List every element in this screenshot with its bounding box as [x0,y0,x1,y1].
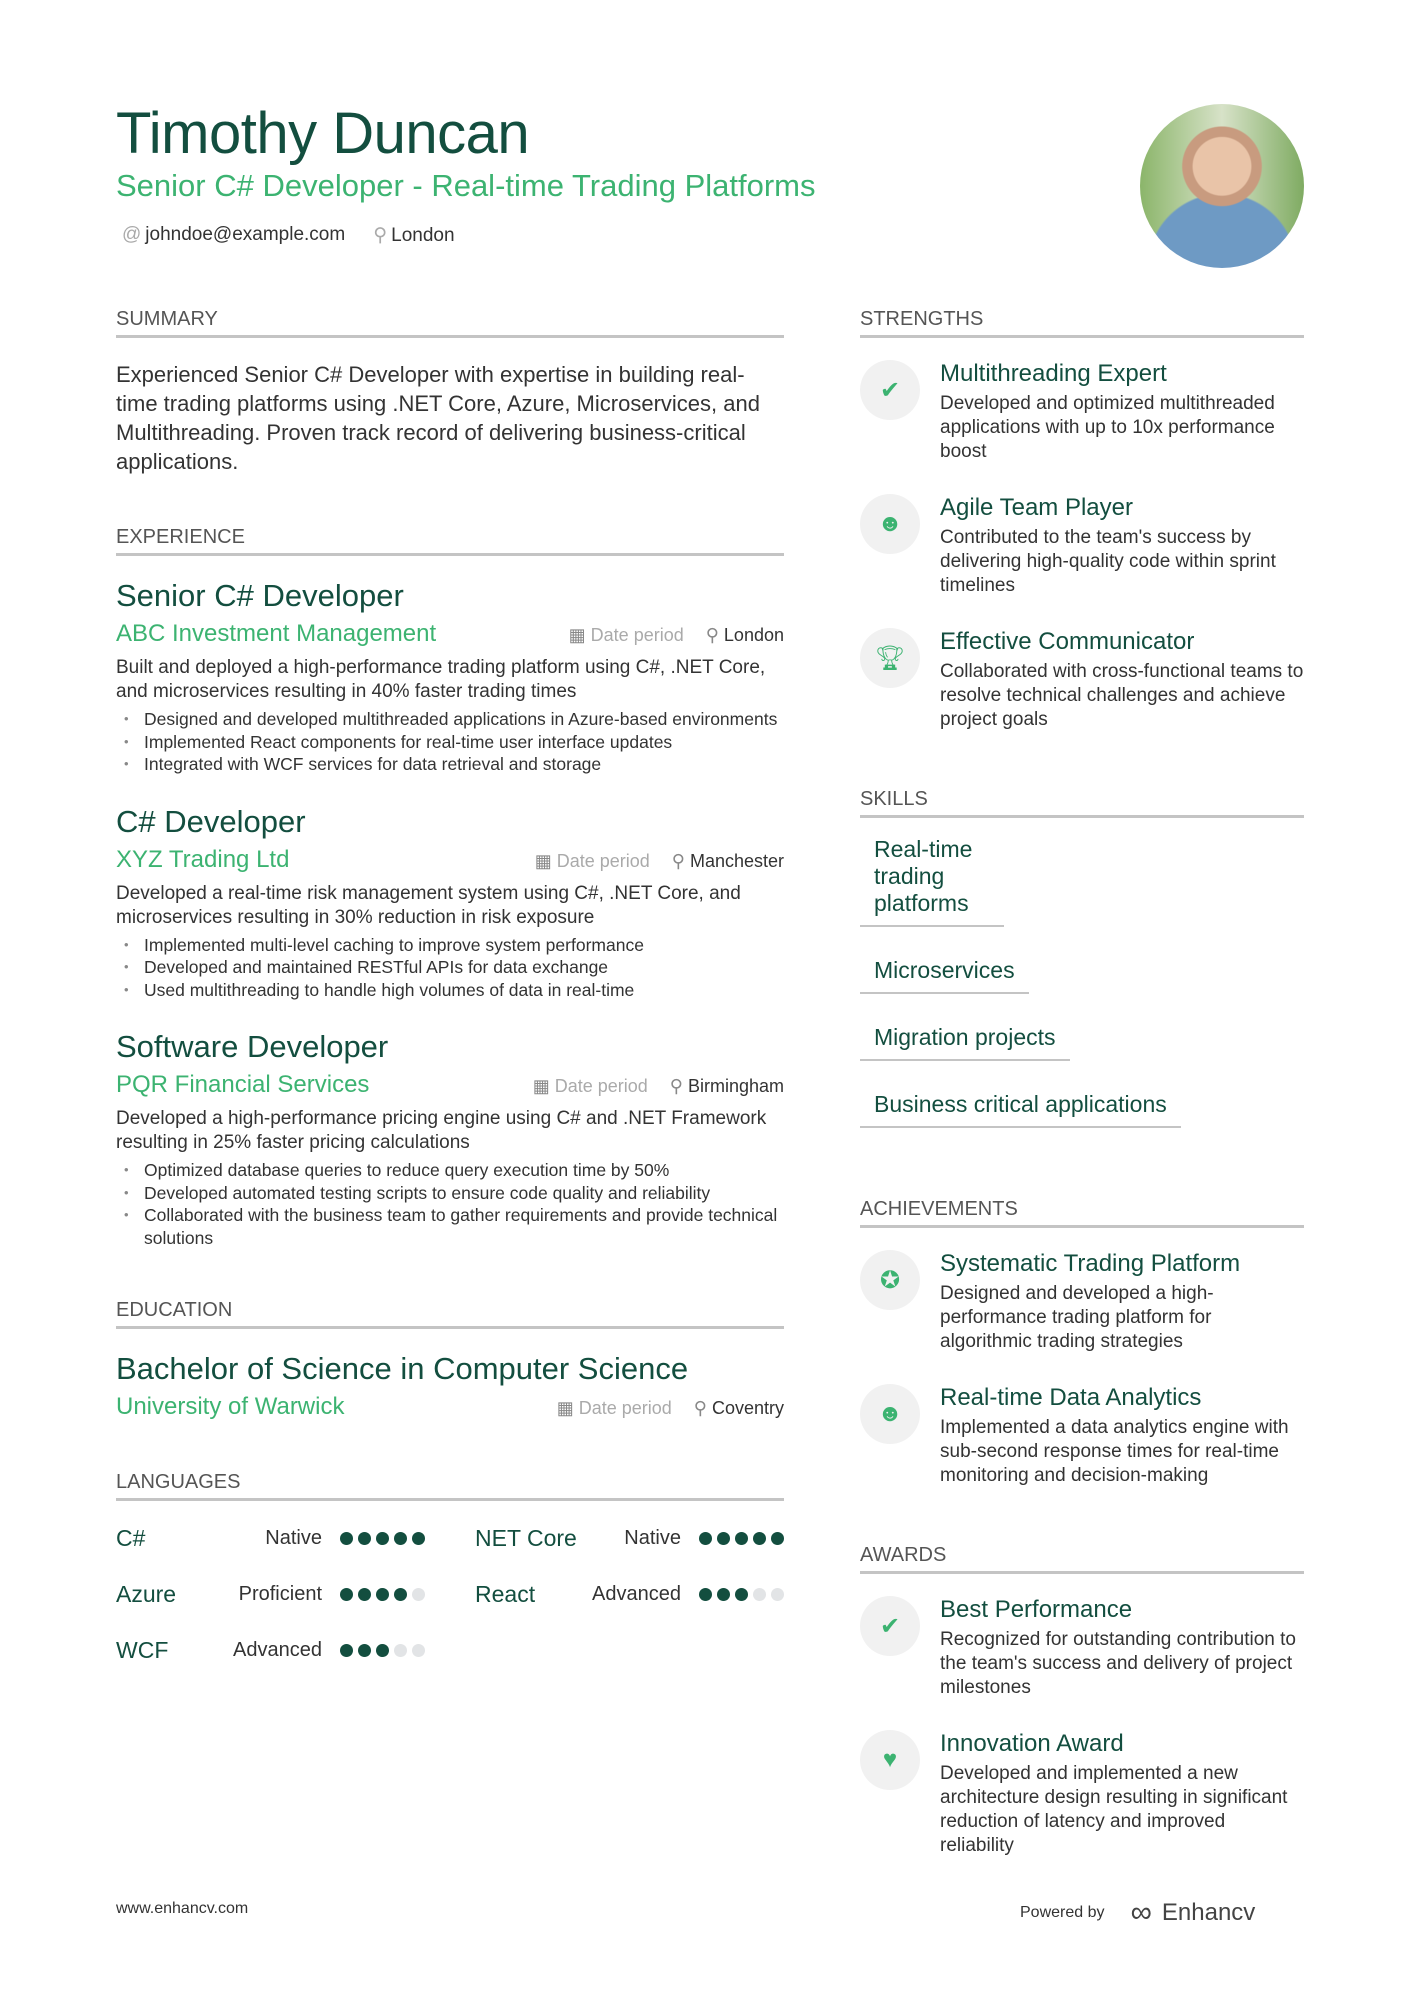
language-level: Native [624,1526,681,1549]
job-bullet: • Optimized database queries to reduce query execution time by 50% [116,1159,784,1182]
left-column [116,308,784,1665]
right-column [860,308,1304,1888]
at-icon: @ [122,224,142,245]
strengths-item [860,628,1304,732]
strengths-item [860,494,1304,598]
language-level: Advanced [233,1638,322,1661]
rating-dot [340,1532,353,1545]
language-level: Advanced [592,1582,681,1605]
job-title: Senior C# Developer [116,578,404,613]
location-pin-icon: ⚲ [693,1398,707,1418]
section-heading-languages: LANGUAGES [116,1471,784,1501]
contact-info [122,224,455,247]
rating-dot [771,1588,784,1601]
item-title: Systematic Trading Platform [940,1250,1241,1277]
job-bullet: • Integrated with WCF services for data retrieval and storage [116,753,784,776]
education-entry [116,1351,784,1421]
language-rating [340,1532,425,1545]
calendar-icon: ▦ [556,1398,574,1418]
achievements-item [860,1384,1304,1488]
rating-dot [358,1588,371,1601]
location-pin-icon: ⚲ [373,225,388,246]
experience-entry [116,804,784,1002]
section-heading-education: EDUCATION [116,1299,784,1329]
rating-dot [753,1532,766,1545]
job-bullet: • Implemented multi-level caching to improve system performance [116,934,784,957]
rating-dot [394,1588,407,1601]
email[interactable]: @ johndoe@example.com [122,224,346,245]
calendar-icon: ▦ [532,1076,550,1096]
rating-dot [699,1532,712,1545]
language-name: C# [116,1524,146,1551]
school: University of Warwick [116,1393,345,1420]
avatar [1140,104,1304,268]
awards-item [860,1730,1304,1858]
rating-dot [376,1588,389,1601]
language-item [116,1635,425,1665]
location-pin-icon: ⚲ [671,850,685,871]
item-title: Multithreading Expert [940,360,1167,387]
strengths-list [860,360,1304,732]
head-icon: ☻ [860,494,920,554]
language-name: NET Core [475,1524,577,1551]
awards-list [860,1596,1304,1858]
rating-dot [771,1532,784,1545]
achievements-item [860,1250,1304,1354]
rating-dot [717,1532,730,1545]
location: Birmingham [687,1076,784,1096]
job-description: Built and deployed a high-performance trading platform using C#, .NET Core, and microservices resulting in 40% faster trading times [116,657,766,702]
head-icon: ☻ [860,1384,920,1444]
language-name: React [475,1580,536,1607]
job-bullet: • Developed automated testing scripts to ensure code quality and reliability [116,1182,784,1205]
rating-dot [340,1588,353,1601]
job-title: Software Developer [116,1029,389,1064]
language-level: Proficient [238,1582,322,1605]
date: Date period [590,625,684,645]
infinity-icon: ∞ [1130,1896,1152,1929]
rating-dot [717,1588,730,1601]
item-description: Recognized for outstanding contribution to the team's success and delivery of project milestones [940,1629,1296,1698]
rating-dot [376,1532,389,1545]
section-heading-strengths: STRENGTHS [860,308,1304,338]
language-level: Native [265,1526,322,1549]
item-description: Developed and optimized multithreaded applications with up to 10x performance boost [940,393,1275,462]
check-icon: ✔ [860,360,920,420]
skill-tag: Microservices [860,957,1029,994]
language-rating [340,1588,425,1601]
language-item [116,1523,425,1553]
item-description: Collaborated with cross-functional teams to resolve technical challenges and achieve project goals [940,661,1304,730]
check-icon: ✔ [860,1596,920,1656]
skill-tag: Real-time trading platforms [860,836,1004,927]
language-name: WCF [116,1636,169,1663]
item-description: Contributed to the team's success by delivering high-quality code within sprint timelines [940,527,1276,596]
skill-tag: Migration projects [860,1024,1070,1061]
language-rating [699,1588,784,1601]
footer-powered [1020,1896,1255,1930]
heart-icon: ♥ [860,1730,920,1790]
item-title: Real-time Data Analytics [940,1384,1202,1411]
job-bullet: • Used multithreading to handle high volumes of data in real-time [116,979,784,1002]
item-title: Innovation Award [940,1730,1124,1757]
location-pin-icon: ⚲ [705,625,719,645]
item-title: Agile Team Player [940,494,1133,521]
rating-dot [753,1588,766,1601]
item-title: Best Performance [940,1596,1133,1623]
section-heading-skills: SKILLS [860,788,1304,818]
item-description: Developed and implemented a new architecture design resulting in significant reduction of latency and improved reliability [940,1763,1288,1856]
calendar-icon: ▦ [534,850,552,871]
language-rating [340,1644,425,1657]
rating-dot [358,1532,371,1545]
trophy-icon: 🏆︎ [860,628,920,688]
rating-dot [699,1588,712,1601]
rating-dot [376,1644,389,1657]
enhancv-logo[interactable]: ∞ Enhancv [1130,1896,1256,1929]
awards-item [860,1596,1304,1700]
location: Manchester [689,850,784,871]
company: ABC Investment Management [116,620,437,647]
language-item [475,1579,784,1609]
medal-icon: ✪ [860,1250,920,1310]
summary-text: Experienced Senior C# Developer with expertise in building real-time trading platforms using .NET Core, Azure, Microservices, and Multithreading. Proven track record of delivering business-critical applications. [116,362,760,474]
candidate-title: Senior C# Developer - Real-time Trading Platforms [116,168,816,203]
degree: Bachelor of Science in Computer Science [116,1351,689,1386]
language-name: Azure [116,1580,177,1607]
rating-dot [394,1532,407,1545]
date: Date period [554,1076,648,1096]
calendar-icon: ▦ [568,625,586,645]
section-heading-summary: SUMMARY [116,308,784,338]
experience-list [116,578,784,1249]
languages-list [116,1523,784,1665]
date: Date period [556,850,650,871]
strengths-item [860,360,1304,464]
rating-dot [412,1532,425,1545]
job-bullet: • Developed and maintained RESTful APIs for data exchange [116,956,784,979]
location: Coventry [711,1398,784,1418]
section-heading-awards: AWARDS [860,1544,1304,1574]
job-description: Developed a high-performance pricing engine using C# and .NET Framework resulting in 25% faster pricing calculations [116,1108,767,1153]
job-bullet: • Implemented React components for real-time user interface updates [116,731,784,754]
job-bullet: • Collaborated with the business team to gather requirements and provide technical solutions [116,1204,784,1249]
company: XYZ Trading Ltd [116,845,290,873]
language-item [116,1579,425,1609]
rating-dot [358,1644,371,1657]
language-rating [699,1532,784,1545]
language-item [475,1523,784,1553]
rating-dot [412,1644,425,1657]
rating-dot [735,1532,748,1545]
company: PQR Financial Services [116,1071,370,1098]
location-pin-icon: ⚲ [669,1076,683,1096]
date: Date period [578,1398,672,1418]
achievements-list [860,1250,1304,1488]
section-heading-experience: EXPERIENCE [116,526,784,556]
location: London [723,625,784,645]
job-description: Developed a real-time risk management system using C#, .NET Core, and microservices resulting in 30% reduction in risk exposure [116,882,741,928]
job-bullet: • Designed and developed multithreaded applications in Azure-based environments [116,708,784,731]
rating-dot [394,1644,407,1657]
rating-dot [340,1644,353,1657]
job-title: C# Developer [116,803,306,839]
item-description: Designed and developed a high-performance trading platform for algorithmic trading strategies [940,1283,1214,1352]
skills-list [860,836,1304,1128]
item-description: Implemented a data analytics engine with sub-second response times for real-time monitoring and decision-making [940,1417,1289,1486]
experience-entry [116,1029,784,1249]
footer-site-link[interactable]: www.enhancv.com [116,1900,249,1917]
powered-by-label: Powered by [1020,1904,1105,1921]
skill-tag: Business critical applications [860,1091,1181,1128]
experience-entry [116,578,784,776]
rating-dot [735,1588,748,1601]
section-heading-achievements: ACHIEVEMENTS [860,1198,1304,1228]
location: ⚲ London [373,225,455,246]
item-title: Effective Communicator [940,628,1195,655]
rating-dot [412,1588,425,1601]
candidate-name: Timothy Duncan [116,101,530,166]
